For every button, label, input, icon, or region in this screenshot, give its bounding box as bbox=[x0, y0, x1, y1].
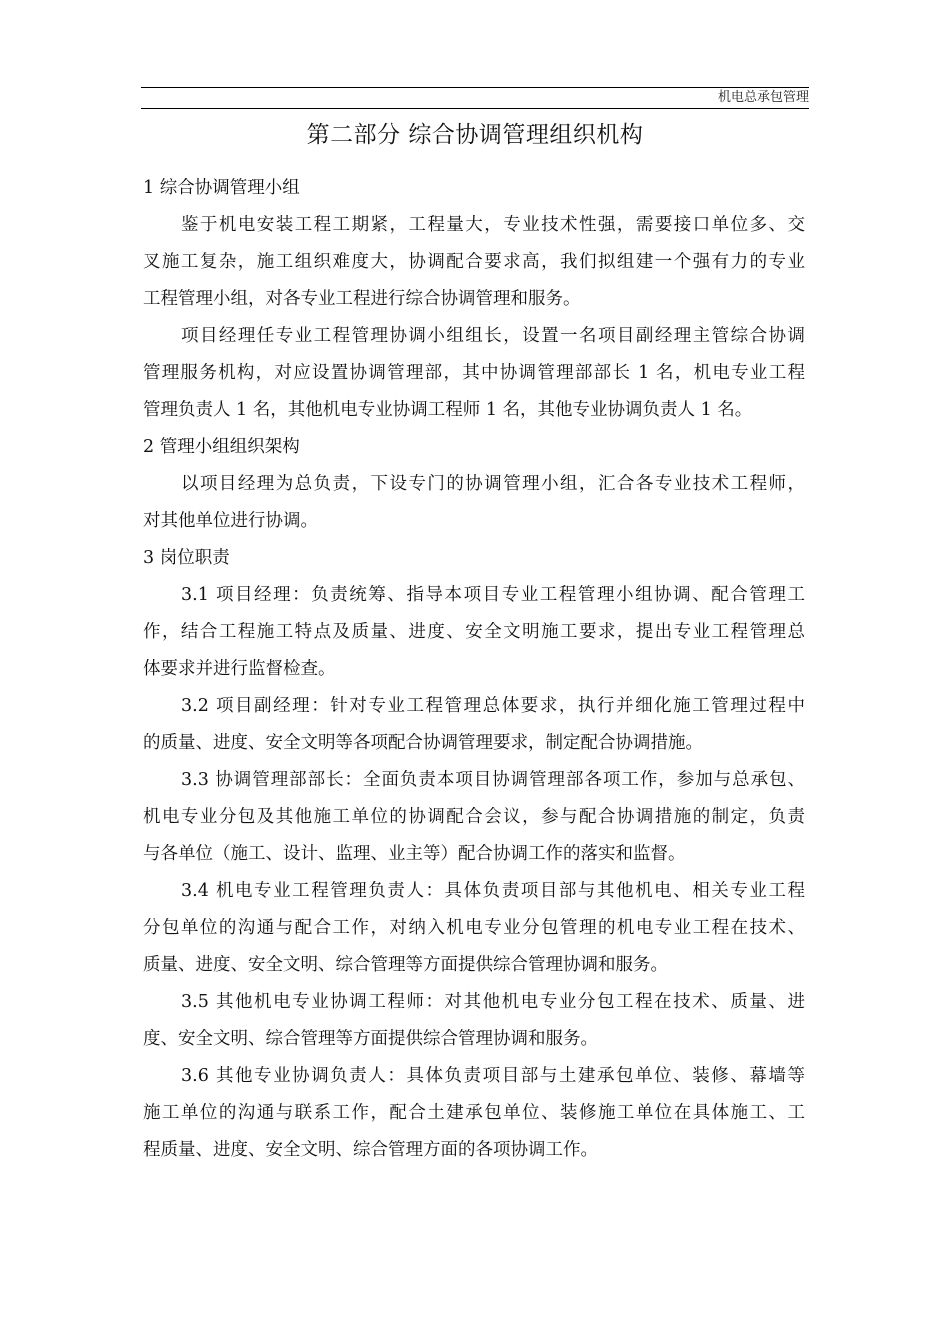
paragraph-line: 与各单位（施工、设计、监理、业主等）配合协调工作的落实和监督。 bbox=[143, 844, 686, 864]
running-header: 机电总承包管理 bbox=[717, 90, 809, 105]
paragraph-line: 3.5 其他机电专业协调工程师：对其他机电专业分包工程在技术、质量、进 bbox=[181, 992, 805, 1012]
paragraph bbox=[143, 207, 805, 318]
paragraph-line: 3.4 机电专业工程管理负责人：具体负责项目部与其他机电、相关专业工程 bbox=[181, 881, 805, 901]
paragraph-line: 以项目经理为总负责，下设专门的协调管理小组，汇合各专业技术工程师， bbox=[181, 474, 805, 494]
paragraph bbox=[143, 466, 805, 540]
paragraph-line: 对其他单位进行协调。 bbox=[143, 511, 318, 531]
section-heading: 2 管理小组组织架构 bbox=[143, 437, 300, 457]
paragraph-line: 的质量、进度、安全文明等各项配合协调管理要求，制定配合协调措施。 bbox=[143, 733, 703, 753]
section-heading: 3 岗位职责 bbox=[143, 548, 230, 568]
paragraph-line: 叉施工复杂，施工组织难度大，协调配合要求高，我们拟组建一个强有力的专业 bbox=[143, 252, 805, 272]
paragraph-line: 质量、进度、安全文明、综合管理等方面提供综合管理协调和服务。 bbox=[143, 955, 668, 975]
header-rule-top bbox=[141, 87, 809, 88]
paragraph-line: 体要求并进行监督检查。 bbox=[143, 659, 336, 679]
paragraph bbox=[143, 577, 805, 688]
paragraph-line: 度、安全文明、综合管理等方面提供综合管理协调和服务。 bbox=[143, 1029, 598, 1049]
page-title: 第二部分 综合协调管理组织机构 bbox=[306, 122, 644, 148]
paragraph bbox=[143, 688, 805, 762]
document-body bbox=[143, 170, 805, 1169]
paragraph bbox=[143, 762, 805, 873]
paragraph bbox=[143, 984, 805, 1058]
paragraph bbox=[143, 318, 805, 429]
section-heading: 1 综合协调管理小组 bbox=[143, 178, 300, 198]
paragraph-line: 3.6 其他专业协调负责人：具体负责项目部与土建承包单位、装修、幕墙等 bbox=[181, 1066, 805, 1086]
paragraph-line: 程质量、进度、安全文明、综合管理方面的各项协调工作。 bbox=[143, 1140, 598, 1160]
paragraph-line: 鉴于机电安装工程工期紧，工程量大，专业技术性强，需要接口单位多、交 bbox=[181, 215, 805, 235]
paragraph-line: 3.3 协调管理部部长：全面负责本项目协调管理部各项工作，参加与总承包、 bbox=[181, 770, 805, 790]
paragraph-line: 作，结合工程施工特点及质量、进度、安全文明施工要求，提出专业工程管理总 bbox=[143, 622, 805, 642]
paragraph-line: 3.1 项目经理：负责统筹、指导本项目专业工程管理小组协调、配合管理工 bbox=[181, 585, 805, 605]
paragraph-line: 机电专业分包及其他施工单位的协调配合会议，参与配合协调措施的制定，负责 bbox=[143, 807, 805, 827]
header-rule-bottom bbox=[141, 108, 809, 109]
paragraph-line: 分包单位的沟通与配合工作，对纳入机电专业分包管理的机电专业工程在技术、 bbox=[143, 918, 805, 938]
paragraph-line: 施工单位的沟通与联系工作，配合土建承包单位、装修施工单位在具体施工、工 bbox=[143, 1103, 805, 1123]
paragraph bbox=[143, 1058, 805, 1169]
paragraph-line: 项目经理任专业工程管理协调小组组长，设置一名项目副经理主管综合协调 bbox=[181, 326, 805, 346]
paragraph-line: 管理服务机构，对应设置协调管理部，其中协调管理部部长 1 名，机电专业工程 bbox=[143, 363, 805, 383]
paragraph-line: 工程管理小组，对各专业工程进行综合协调管理和服务。 bbox=[143, 289, 581, 309]
paragraph-line: 管理负责人 1 名，其他机电专业协调工程师 1 名，其他专业协调负责人 1 名。 bbox=[143, 400, 753, 420]
paragraph-line: 3.2 项目副经理：针对专业工程管理总体要求，执行并细化施工管理过程中 bbox=[181, 696, 805, 716]
paragraph bbox=[143, 873, 805, 984]
